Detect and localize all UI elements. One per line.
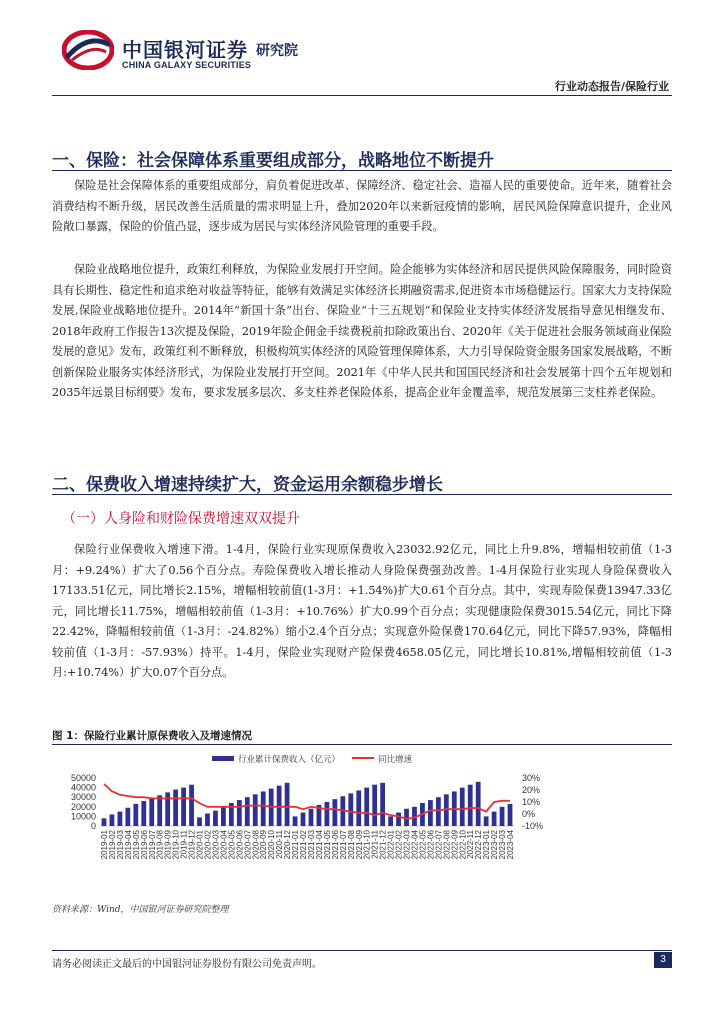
x-tick-label: 2021-05 (322, 830, 332, 860)
y-right-tick-label: 0% (522, 809, 536, 819)
x-tick-label: 2020-12 (283, 830, 293, 860)
chart-bar (293, 816, 298, 826)
x-tick-label: 2021-10 (362, 830, 372, 860)
section2-title: 二、保费收入增速持续扩大，资金运用余额稳步增长 (52, 475, 443, 495)
logo-chinese-name: 中国银河证券 (122, 38, 248, 62)
y-right-tick-label: 30% (522, 773, 541, 783)
x-tick-label: 2019-06 (139, 830, 149, 860)
x-tick-label: 2021-07 (338, 830, 348, 860)
chart-bar (356, 790, 361, 826)
x-tick-label: 2021-08 (346, 830, 356, 860)
footer-disclaimer: 请务必阅读正文最后的中国银河证券股份有限公司免责声明。 (52, 959, 322, 970)
chart-bar (332, 799, 337, 826)
chart-bar (301, 813, 306, 826)
chart-bar (277, 786, 282, 826)
chart-bar (396, 813, 401, 826)
chart-bar (428, 800, 433, 826)
chart-bar (157, 795, 162, 826)
footer-divider (52, 950, 672, 951)
header-divider (52, 95, 672, 96)
chart-bar (237, 800, 242, 826)
x-tick-label: 2020-07 (243, 830, 253, 860)
x-tick-label: 2020-11 (275, 830, 285, 859)
legend-line-label: 同比增速 (378, 755, 413, 765)
company-logo-icon (62, 30, 114, 70)
x-tick-label: 2023-04 (506, 830, 516, 860)
chart-bar (213, 811, 218, 826)
x-tick-label: 2019-11 (179, 830, 189, 859)
chart-bar (173, 790, 178, 826)
x-tick-label: 2022-09 (450, 830, 460, 860)
x-tick-label: 2023-03 (498, 830, 508, 860)
x-tick-label: 2019-08 (155, 830, 165, 860)
x-tick-label: 2022-11 (466, 830, 476, 859)
section2-divider (52, 494, 672, 495)
y-right-tick-label: 20% (522, 785, 541, 795)
chart-bar (380, 783, 385, 826)
chart-bar (189, 785, 194, 826)
x-tick-label: 2022-10 (458, 830, 468, 860)
x-tick-label: 2021-03 (306, 830, 316, 860)
x-tick-label: 2019-07 (147, 830, 157, 860)
section1-paragraph-1: 保险是社会保障体系的重要组成部分，肩负着促进改革、保障经济、稳定社会、造福人民的重要使命。近年来，随着社会消费结构不断升级，居民改善生活质量的需求明显上升，叠加2020年以来新冠疫情的影响，居民风险保障意识提升，企业风险敞口暴露，保险的价值凸显，逐步成为居民与实体经济风险管理的重要手段。 (52, 179, 672, 233)
x-tick-label: 2019-03 (115, 830, 125, 860)
x-tick-label: 2021-11 (370, 830, 380, 859)
logo-english-name: CHINA GALAXY SECURITIES (122, 60, 252, 70)
y-right-tick-label: -10% (522, 821, 544, 831)
chart-bar (149, 798, 154, 826)
x-tick-label: 2022-03 (402, 830, 412, 860)
chart-bar (436, 797, 441, 826)
x-tick-label: 2022-12 (474, 830, 484, 860)
x-tick-label: 2019-10 (171, 830, 181, 860)
x-tick-label: 2022-06 (426, 830, 436, 860)
growth-rate-line (104, 784, 510, 819)
legend-bar-swatch (212, 756, 234, 761)
page-number: 3 (654, 952, 672, 968)
chart-bar (348, 793, 353, 826)
chart-bar (181, 788, 186, 826)
chart-bar (460, 788, 465, 826)
x-tick-label: 2019-01 (99, 830, 109, 860)
chart-bar (221, 807, 226, 826)
y-left-tick-label: 0 (90, 821, 96, 831)
x-tick-label: 2020-06 (235, 830, 245, 860)
section2-paragraph-1: 保险行业保费收入增速下滑。1-4月，保险行业实现原保费收入23032.92亿元，同比上升9.8%，增幅相较前值（1-3月：+9.24%）扩大了0.56个百分点。寿险保费收入增长推动人身险保费强劲改善。1-4月保险行业实现人身险保费收入17133.51亿元，同比增长2.15%，增幅相较前值(1-3月：+1.54%)扩大0.61个百分点。其中，实现寿险保费13947.33亿元，同比增长11.75%，增幅相较前值（1-3月：+10.76%）扩大0.99个百分点；实现健康险保费3015.54亿元，同比下降22.42%，降幅相较前值（1-3月：-24.82%）缩小2.4个百分点；实现意外险保费170.64亿元，同比下降57.93%，降幅相较前值（1-3月：-57.93%）持平。1-4月，保险业实现财产险保费4658.05亿元，同比增长10.81%,增幅相较前值（1-3月:+10.74%）扩大0.07个百分点。 (52, 543, 672, 679)
section1-paragraph-2: 保险业战略地位提升，政策红利释放，为保险业发展打开空间。险企能够为实体经济和居民提供风险保障服务，同时险资具有长期性、稳定性和追求绝对收益等特征，能够有效满足实体经济长期融资需求,促进资本市场稳健运行。国家大力支持保险发展,保险业战略地位提升。2014年“新国十条”出台、保险业“十三五规划”和保险业支持实体经济发展指导意见相继发布、2018年政府工作报告13次提及保险，2019年险企佣金手续费税前扣除政策出台、2020年《关于促进社会服务领域商业保险发展的意见》发布，政策红利不断释放，积极构筑实体经济的风险管理保障体系，大力引导保险资金服务国家发展战略，不断创新保险业服务实体经济形式，为保险业发展打开空间。2021年《中华人民共和国国民经济和社会发展第十四个五年规划和2035年远景目标纲要》发布，要求发展多层次、多支柱养老保险体系，提高企业年金覆盖率，规范发展第三支柱养老保险。 (52, 263, 672, 399)
figure-source: 资料来源：Wind，中国银河证券研究院整理 (52, 905, 229, 915)
chart-bar (133, 804, 138, 826)
chart-bar (325, 802, 330, 826)
x-tick-label: 2019-02 (107, 830, 117, 860)
institute-name: 研究院 (256, 43, 298, 59)
y-left-tick-label: 50000 (70, 773, 96, 783)
section1-title: 一、保险：社会保障体系重要组成部分，战略地位不断提升 (52, 151, 494, 171)
chart-bar (165, 792, 170, 826)
chart-bar (476, 782, 481, 826)
x-tick-label: 2022-05 (418, 830, 428, 860)
legend-bar-label: 行业累计保费收入（亿元） (238, 755, 341, 765)
chart-bar (125, 808, 130, 826)
y-left-tick-label: 20000 (70, 801, 96, 812)
x-tick-label: 2022-07 (434, 830, 444, 860)
figure-title: 图 1：保险行业累计原保费收入及增速情况 (52, 730, 252, 742)
x-tick-label: 2019-09 (163, 830, 173, 860)
y-left-tick-label: 10000 (70, 811, 96, 822)
x-tick-label: 2019-04 (123, 830, 133, 860)
chart-bar (118, 812, 123, 826)
x-tick-label: 2022-01 (386, 830, 396, 860)
chart-bar (388, 816, 393, 826)
x-tick-label: 2023-02 (490, 830, 500, 860)
x-tick-label: 2023-01 (482, 830, 492, 860)
chart-bar (285, 783, 290, 826)
chart-bar (372, 785, 377, 826)
chart-bar (484, 816, 489, 826)
x-tick-label: 2022-04 (410, 830, 420, 860)
section2-subtitle: （一）人身险和财险保费增速双双提升 (62, 511, 300, 527)
x-tick-label: 2021-02 (299, 830, 309, 860)
report-tag: 行业动态报告/保险行业 (554, 80, 669, 93)
x-tick-label: 2020-09 (259, 830, 269, 860)
premium-chart (52, 748, 672, 888)
figure-divider (52, 744, 672, 745)
x-tick-label: 2021-01 (291, 830, 301, 860)
x-tick-label: 2020-01 (195, 830, 205, 860)
chart-bar (309, 809, 314, 826)
y-left-tick-label: 30000 (70, 792, 96, 803)
chart-bar (508, 804, 513, 826)
x-tick-label: 2020-04 (219, 830, 229, 860)
chart-bar (102, 818, 107, 826)
chart-bar (261, 791, 266, 826)
x-tick-label: 2020-10 (267, 830, 277, 860)
x-tick-label: 2021-12 (378, 830, 388, 860)
chart-bar (141, 801, 146, 826)
chart-bar (110, 814, 115, 826)
x-tick-label: 2021-06 (330, 830, 340, 860)
chart-bar (364, 788, 369, 826)
x-tick-label: 2022-02 (394, 830, 404, 860)
chart-bar (500, 807, 505, 826)
x-tick-label: 2022-08 (442, 830, 452, 860)
chart-bar (253, 794, 258, 826)
y-right-tick-label: 10% (522, 797, 541, 807)
chart-bar (205, 814, 210, 826)
chart-bar (468, 785, 473, 826)
x-tick-label: 2020-03 (211, 830, 221, 860)
x-tick-label: 2020-02 (203, 830, 213, 860)
chart-bar (492, 812, 497, 826)
x-tick-label: 2021-04 (314, 830, 324, 860)
y-left-tick-label: 40000 (70, 782, 96, 793)
section1-divider (52, 170, 672, 171)
x-tick-label: 2020-05 (227, 830, 237, 860)
chart-bar (245, 797, 250, 826)
x-tick-label: 2019-05 (131, 830, 141, 860)
x-tick-label: 2020-08 (251, 830, 261, 860)
x-tick-label: 2019-12 (187, 830, 197, 860)
chart-bar (197, 817, 202, 826)
x-tick-label: 2021-09 (354, 830, 364, 860)
